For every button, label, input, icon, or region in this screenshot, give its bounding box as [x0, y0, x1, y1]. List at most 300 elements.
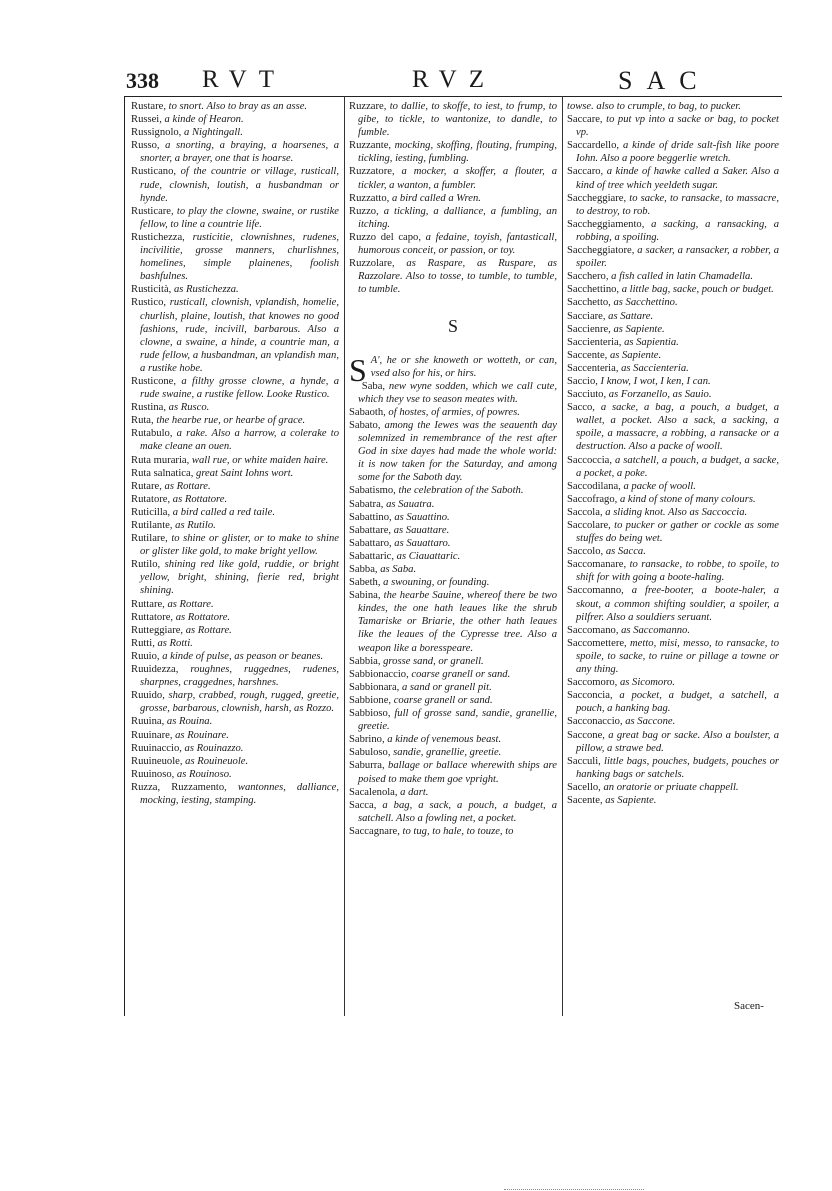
entry-definition: as Sauattare.: [391, 524, 450, 536]
entry-definition: as Sapientia.: [621, 336, 679, 348]
column-divider-2: [562, 96, 563, 1016]
dictionary-entry: [567, 545, 779, 558]
entry-definition: as Ciauattaric.: [394, 550, 461, 562]
entry-definition: towse. also to crumple, to bag, to pucker.: [567, 101, 741, 112]
entry-headword: Saccolo,: [567, 546, 604, 558]
dictionary-entry: [349, 498, 557, 511]
entry-definition: as Rouina.: [164, 716, 213, 728]
dictionary-entry: [567, 323, 779, 336]
entry-definition: to put vp into a sacke or bag, to pocket vp.: [576, 114, 779, 139]
entry-headword: Ruuio,: [131, 650, 160, 662]
entry-definition: the hearbe rue, or hearbe of grace.: [153, 415, 306, 427]
entry-headword: Rutti,: [131, 637, 155, 649]
entry-headword: Ruttare,: [131, 598, 165, 610]
entry-headword: Sabato,: [349, 419, 381, 431]
dictionary-entry: [349, 694, 557, 707]
dictionary-entry: [349, 419, 557, 484]
entry-definition: a sacker, a ransacker, a robber, a spoiler.: [576, 245, 779, 270]
dictionary-entry: [131, 401, 339, 414]
entry-definition: a tickling, a dalliance, a fumbling, an itching.: [358, 205, 557, 230]
dictionary-entry: [567, 624, 779, 637]
entry-definition: a little bag, sacke, pouch or budget.: [619, 284, 774, 296]
dropcap-definition: A', he or she knoweth or wotteth, or can, vsed also for his, or hirs.: [370, 354, 557, 379]
entry-definition: a bird called a Wren.: [389, 192, 481, 204]
entry-headword: Rutteggiare,: [131, 624, 184, 636]
entry-headword: Sabrino,: [349, 734, 385, 746]
column-divider-1: [344, 96, 345, 1016]
dictionary-entry: [567, 689, 779, 715]
entry-headword: Ruuinaccio,: [131, 742, 182, 754]
entry-definition: as Sapiente.: [610, 323, 665, 335]
entry-headword: Sabattino,: [349, 511, 392, 523]
entry-headword: Rusticità,: [131, 284, 172, 296]
dictionary-entry: [567, 113, 779, 139]
entry-definition: among the Iewes was the seauenth day solemnized in remembrance of the rest after God in sixe dayes had made the whole world: it is now taken for the Saturday, and among some for the Saboth day.: [358, 419, 557, 484]
entry-definition: as Sapiente.: [607, 349, 662, 361]
entry-headword: Ruzza, Ruzzamento,: [131, 781, 227, 793]
entry-definition: as Rusco.: [166, 402, 210, 414]
dictionary-entry: [349, 576, 557, 589]
column-2-entries-before: [349, 100, 557, 296]
entry-headword: Sacello,: [567, 781, 601, 793]
dictionary-entry: [131, 205, 339, 231]
dictionary-entry: [567, 310, 779, 323]
entry-headword: Ruzzo,: [349, 205, 379, 217]
entry-definition: to snort. Also to bray as an asse.: [166, 101, 308, 112]
entry-headword: Saccheggiatore,: [567, 245, 635, 257]
entry-definition: as Sauatra.: [383, 498, 435, 510]
dictionary-entry: [567, 715, 779, 728]
entry-headword: Sabba,: [349, 564, 378, 575]
entry-definition: a sacke, a bag, a pouch, a budget, a wallet, a pocket. Also a sack, a sacking, a spoile, a massacre, a robbing, a ransacke or a destruction. Also a packe of wooll.: [576, 402, 779, 453]
entry-definition: as Sacca.: [603, 546, 646, 558]
dictionary-entry: [131, 100, 339, 113]
entry-definition: as Forzanello, as Sauio.: [606, 389, 712, 401]
entry-definition: a great bag or sacke. Also a boulster, a pillow, a strawe bed.: [576, 729, 779, 754]
entry-headword: Saccomanno,: [567, 585, 624, 597]
entry-definition: a kind of stone of many colours.: [617, 493, 756, 505]
entry-headword: Sacchettino,: [567, 284, 620, 296]
entry-definition: rusticitie, clownishnes, rudenes, incivilitie, grosse manners, churlishnes, homelines, simple plainenes, foolish bashfulnes.: [140, 231, 339, 283]
dictionary-entry: [349, 537, 557, 550]
dictionary-entry: [567, 296, 779, 309]
entry-definition: to ransacke, to robbe, to spoile, to shift for with going a boote-haling.: [576, 559, 779, 584]
dictionary-entry: [349, 231, 557, 257]
entry-headword: Ruzzante,: [349, 140, 392, 152]
dictionary-entry: [349, 786, 557, 799]
entry-definition: a kinde of hawke called a Saker. Also a kind of tree which yeeldeth sugar.: [576, 166, 779, 191]
entry-definition: as Saba.: [377, 564, 417, 575]
dictionary-entry: [131, 126, 339, 139]
entry-headword: Sabbioso,: [349, 708, 391, 720]
dictionary-entry: [349, 759, 557, 785]
entry-headword: Ruttatore,: [131, 611, 174, 623]
entry-definition: a mocker, a skoffer, a flouter, a tickler, a wanton, a fumbler.: [358, 166, 557, 191]
dictionary-entry: [131, 113, 339, 126]
entry-headword: Sabattare,: [349, 524, 392, 536]
entry-headword: Ruta salnatica,: [131, 467, 194, 479]
entry-definition: of the countrie or village, rusticall, rude, clownish, loutish, a husbandman or hynde.: [140, 166, 339, 204]
entry-headword: Ruzzo del capo,: [349, 231, 421, 243]
dictionary-entry: [131, 663, 339, 689]
dictionary-entry: [349, 257, 557, 296]
entry-definition: as Saccienteria.: [618, 362, 689, 374]
dictionary-entry: [567, 558, 779, 584]
entry-headword: Saba,: [361, 380, 386, 392]
dictionary-entry: [349, 655, 557, 668]
entry-headword: Saccare,: [567, 114, 603, 126]
entry-definition: a kinde of pulse, as peason or beanes.: [159, 650, 324, 662]
dictionary-entry: [567, 755, 779, 781]
entry-headword: Rutilante,: [131, 520, 173, 531]
entry-definition: a sand or granell pit.: [399, 681, 492, 693]
entry-headword: Saccente,: [567, 349, 608, 361]
entry-headword: Saccheggiare,: [567, 192, 627, 204]
dictionary-entry: [567, 637, 779, 676]
entry-headword: Sabuloso,: [349, 747, 391, 759]
header-rule: [124, 96, 782, 97]
dictionary-entry: [131, 755, 339, 768]
dictionary-entry: [131, 296, 339, 375]
entry-definition: a Nightingall.: [181, 127, 243, 139]
entry-headword: Ruuineuole,: [131, 755, 183, 767]
entry-headword: Saccone,: [567, 729, 605, 741]
entry-headword: Sacchetto,: [567, 297, 611, 309]
entry-definition: a fish called in latin Chamadella.: [608, 271, 753, 283]
dictionary-entry: [567, 375, 779, 388]
entry-headword: Saccoccia,: [567, 454, 612, 466]
entry-headword: Rutatore,: [131, 493, 171, 505]
entry-definition: full of grosse sand, sandie, granellie, greetie.: [358, 708, 557, 733]
entry-definition: to tug, to hale, to touze, to: [399, 825, 514, 837]
dictionary-entry: [567, 100, 779, 113]
entry-headword: Sabeth,: [349, 577, 381, 589]
dictionary-entry: [349, 100, 557, 139]
entry-headword: Saccienteria,: [567, 336, 622, 348]
entry-definition: I know, I wot, I ken, I can.: [597, 375, 711, 387]
entry-headword: Saccomano,: [567, 624, 619, 636]
entry-headword: Ruzzatto,: [349, 192, 390, 204]
entry-headword: Sabbione,: [349, 694, 392, 706]
entry-definition: as Rouinoso.: [174, 768, 232, 780]
entry-headword: Ruta,: [131, 415, 154, 427]
entry-headword: Rustare,: [131, 101, 167, 112]
entry-headword: Sacalenola,: [349, 786, 398, 798]
dictionary-entry: [567, 218, 779, 244]
entry-definition: as Rottatore.: [173, 611, 231, 623]
entry-headword: Sacconcia,: [567, 690, 613, 702]
dictionary-entry: [131, 558, 339, 597]
entry-definition: a bag, a sack, a pouch, a budget, a satchell. Also a fowling net, a pocket.: [358, 799, 557, 824]
dictionary-entry: [567, 336, 779, 349]
dictionary-entry: [349, 707, 557, 733]
dictionary-entry: [131, 729, 339, 742]
left-frame-rule: [124, 96, 125, 1016]
entry-definition: grosse sand, or granell.: [380, 655, 484, 667]
entry-headword: Ruuina,: [131, 716, 165, 728]
column-1: [131, 100, 339, 807]
entry-definition: to pucker or gather or cockle as some stuffes do being wet.: [576, 520, 779, 545]
dictionary-entry: [349, 681, 557, 694]
entry-definition: the celebration of the Saboth.: [395, 485, 524, 497]
entry-headword: Sacchero,: [567, 271, 609, 283]
entry-definition: as Sauattino.: [391, 511, 450, 523]
dictionary-entry: [349, 380, 557, 406]
entry-headword: Sacca,: [349, 799, 377, 811]
column-2: [349, 100, 557, 838]
dictionary-entry: [349, 205, 557, 231]
entry-definition: as Rutilo.: [172, 520, 216, 531]
running-head-2: RVZ: [412, 66, 496, 93]
entry-definition: roughnes, ruggednes, rudenes, sharpnes, craggednes, harshnes.: [140, 664, 339, 689]
entry-definition: as Saccomanno.: [618, 624, 690, 636]
entry-headword: Sabatismo,: [349, 485, 396, 497]
entry-definition: coarse granell or sand.: [391, 694, 493, 706]
entry-definition: of hostes, of armies, of powres.: [385, 406, 520, 418]
entry-definition: new wyne sodden, which we call cute, which they vse to season meates with.: [358, 380, 557, 405]
entry-headword: Sabaoth,: [349, 406, 386, 418]
dictionary-entry: [131, 781, 339, 807]
entry-headword: Russo,: [131, 140, 160, 152]
entry-definition: as Rottare.: [161, 480, 211, 492]
entry-definition: as Sauattaro.: [391, 537, 451, 549]
entry-definition: as Rottatore.: [170, 493, 228, 505]
entry-definition: a fedaine, toyish, fantasticall, humorous conceit, or passion, or toy.: [358, 231, 557, 257]
entry-definition: a rake. Also a harrow, a colerake to make cleane an ouen.: [140, 428, 339, 453]
bottom-mark: [504, 1189, 644, 1190]
dropcap-letter: S: [349, 351, 367, 388]
dictionary-entry: [349, 484, 557, 497]
dictionary-entry: [567, 401, 779, 453]
entry-definition: a dart.: [397, 786, 429, 798]
entry-headword: Saccienre,: [567, 323, 611, 335]
dictionary-entry: [567, 349, 779, 362]
entry-definition: a filthy grosse clowne, a hynde, a rude swaine, a rustike fellow. Looke Rustico.: [140, 375, 339, 401]
entry-definition: as Rouinare.: [172, 729, 229, 741]
dictionary-entry: [131, 427, 339, 453]
entry-definition: to dallie, to skoffe, to iest, to frump, to gibe, to tickle, to wantonize, to dandle, to fumble.: [358, 101, 557, 139]
entry-definition: a bird called a red taile.: [170, 506, 275, 518]
entry-definition: as Rottare.: [183, 624, 232, 636]
entry-headword: Saccenteria,: [567, 362, 619, 374]
entry-definition: ballage or ballace wherewith ships are poised to make them goe vpright.: [358, 760, 557, 785]
entry-headword: Rusticano,: [131, 166, 177, 178]
entry-headword: Sabbia,: [349, 655, 381, 667]
entry-definition: as Rottare.: [164, 598, 214, 610]
entry-headword: Rutabulo,: [131, 428, 173, 440]
entry-headword: Ruzzare,: [349, 101, 387, 112]
entry-definition: rusticall, clownish, vplandish, homelie, churlish, plaine, loutish, that knowes no good fashions, rude, incivill, barbarous. Also a clowne, a swaine, a hinde, a countrie man, a rude fellow, a husbandman, an vplandish man, a rustike hobe.: [140, 297, 339, 374]
entry-headword: Sabattaro,: [349, 537, 392, 549]
dictionary-entry: [567, 676, 779, 689]
entry-definition: mocking, skoffing, flouting, frumping, tickling, iesting, fumbling.: [358, 140, 557, 165]
entry-definition: as Rouinazzo.: [181, 742, 244, 754]
dictionary-entry: [567, 192, 779, 218]
entry-headword: Sacente,: [567, 794, 603, 806]
entry-headword: Sabbionara,: [349, 681, 400, 693]
entry-headword: Saccardello,: [567, 140, 620, 152]
entry-headword: Saccagnare,: [349, 825, 400, 837]
entry-definition: a snorting, a braying, a hoarsenes, a snorter, a brayer, one that is hoarse.: [140, 140, 339, 165]
entry-headword: Saccaro,: [567, 166, 604, 178]
entry-definition: an oratorie or priuate chappell.: [600, 781, 739, 793]
dictionary-entry: [567, 729, 779, 755]
dictionary-entry: [131, 139, 339, 165]
dictionary-entry: [567, 283, 779, 296]
entry-headword: Saccheggiamento,: [567, 218, 645, 230]
entry-headword: Saccomettere,: [567, 637, 627, 649]
entry-definition: the hearbe Sauine, whereof there be two kindes, the one hath leaues like the shrub Tamariske or Briarie, the other hath leaues like the leaues of the Cypresse tree. Also a weapon like a boresspeare.: [358, 590, 557, 654]
entry-headword: Sabatra,: [349, 498, 384, 510]
entry-definition: to sacke, to ransacke, to massacre, to destroy, to rob.: [576, 192, 779, 217]
entry-headword: Ruuido,: [131, 690, 165, 702]
entry-definition: a pocket, a budget, a satchell, a pouch, a hanking bag.: [576, 690, 779, 715]
dictionary-entry: [567, 139, 779, 165]
dictionary-entry: [567, 480, 779, 493]
dictionary-entry: [131, 467, 339, 480]
page-number: 338: [126, 68, 159, 93]
dictionary-entry: [131, 611, 339, 624]
entry-headword: Sacculi,: [567, 755, 601, 767]
section-letter: S: [447, 316, 458, 337]
entry-definition: sandie, granellie, greetie.: [390, 747, 502, 759]
entry-headword: Rustichezza,: [131, 231, 185, 243]
entry-headword: Sabattaric,: [349, 550, 395, 562]
entry-headword: Sacciuto,: [567, 389, 607, 401]
entry-definition: as Rouineuole.: [182, 755, 249, 767]
dictionary-entry: [131, 375, 339, 401]
dictionary-entry: [567, 388, 779, 401]
entry-headword: Sacciare,: [567, 310, 606, 322]
entry-headword: Rutilare,: [131, 533, 168, 545]
dictionary-entry: [131, 742, 339, 755]
dictionary-entry: [349, 524, 557, 537]
entry-definition: shining red like gold, ruddie, or bright yellow, bright, shining, fierie red, bright shining.: [140, 559, 339, 597]
dictionary-entry: [131, 715, 339, 728]
entry-definition: a kinde of dride salt-fish like poore Iohn. Also a poore beggerlie wretch.: [576, 140, 779, 165]
dictionary-entry: [131, 493, 339, 506]
dictionary-entry: [131, 454, 339, 467]
entry-headword: Rusticare,: [131, 205, 174, 217]
entry-definition: to shine or glister, or to make to shine or glister like gold, to make bright yellow.: [140, 533, 339, 558]
dictionary-entry: [349, 192, 557, 205]
entry-headword: Saccomoro,: [567, 677, 618, 689]
entry-headword: Ruuidezza,: [131, 664, 179, 676]
entry-definition: a free-booter, a boote-haler, a skout, a common shifting souldier, a spoiler, a pilfrer. Also a souldiers seruant.: [576, 585, 779, 623]
dictionary-entry: [349, 746, 557, 759]
dictionary-entry: [349, 550, 557, 563]
entry-headword: Saccola,: [567, 506, 603, 518]
dictionary-entry: [131, 506, 339, 519]
dictionary-entry: [349, 733, 557, 746]
dictionary-entry: [131, 650, 339, 663]
catchword: Sacen-: [734, 1000, 764, 1012]
dictionary-entry: [131, 519, 339, 532]
dictionary-entry: [131, 768, 339, 781]
entry-headword: Rusticone,: [131, 375, 177, 387]
dictionary-entry: [567, 781, 779, 794]
dictionary-entry: [349, 406, 557, 419]
dictionary-entry: [131, 689, 339, 715]
entry-definition: wantonnes, dalliance, mocking, iesting, stamping.: [140, 781, 339, 806]
dictionary-entry: [131, 414, 339, 427]
entry-definition: as Sicomoro.: [617, 677, 675, 689]
dictionary-entry: [131, 480, 339, 493]
entry-definition: as Rustichezza.: [171, 284, 239, 296]
dictionary-entry: [567, 270, 779, 283]
entry-headword: Rustina,: [131, 402, 167, 414]
dictionary-entry: [567, 454, 779, 480]
dictionary-entry: [349, 165, 557, 191]
dictionary-entry: [131, 231, 339, 283]
running-head-1: RVT: [202, 66, 286, 93]
dictionary-entry: [349, 825, 557, 838]
entry-headword: Ruzzolare,: [349, 258, 395, 270]
entry-headword: Saccodilana,: [567, 480, 621, 492]
dictionary-entry: [349, 139, 557, 165]
dictionary-entry: [131, 624, 339, 637]
entry-definition: a kinde of venemous beast.: [384, 734, 502, 746]
entry-definition: a kinde of Hearon.: [161, 114, 244, 126]
entry-headword: Ruticilla,: [131, 506, 171, 518]
entry-definition: metto, misi, messo, to ransacke, to spoile, to sacke, to ruine or pillage a towne or any thing.: [576, 637, 779, 676]
dictionary-entry: [349, 589, 557, 654]
entry-definition: coarse granell or sand.: [408, 668, 511, 680]
entry-definition: as Saccone.: [622, 716, 676, 728]
entry-definition: little bags, pouches, budgets, pouches or hanking bags or satchels.: [576, 755, 779, 780]
entry-definition: a sliding knot. Also as Saccoccia.: [602, 506, 748, 518]
entry-headword: Saccolare,: [567, 520, 611, 531]
entry-definition: sharp, crabbed, rough, rugged, greetie, grosse, barbarous, clownish, harsh, as Rozzo.: [140, 690, 339, 715]
dictionary-entry: [131, 637, 339, 650]
dictionary-entry: [567, 506, 779, 519]
entry-definition: as Sacchettino.: [610, 297, 678, 309]
entry-definition: as Raspare, as Ruspare, as Razzolare. Also to tosse, to tumble, to tumble, to tumble.: [358, 258, 557, 296]
entry-headword: Saburra,: [349, 760, 385, 772]
dictionary-entry: [131, 165, 339, 204]
dictionary-entry: [567, 584, 779, 623]
entry-headword: Saccio,: [567, 375, 598, 387]
entry-headword: Russei,: [131, 114, 162, 126]
dictionary-entry: [349, 511, 557, 524]
entry-definition: to play the clowne, swaine, or rustike fellow, to line a countrie life.: [140, 205, 339, 230]
entry-headword: Sacconaccio,: [567, 716, 623, 728]
entry-headword: Ruuinoso,: [131, 768, 175, 780]
entry-headword: Rustico,: [131, 297, 167, 309]
dictionary-entry: [131, 598, 339, 611]
entry-definition: as Rotti.: [154, 637, 193, 649]
column-3: [567, 100, 779, 807]
entry-headword: Sabbionaccio,: [349, 668, 409, 680]
dictionary-entry: [131, 532, 339, 558]
entry-headword: Ruzzatore,: [349, 166, 395, 178]
dictionary-entry: [567, 362, 779, 375]
entry-headword: Ruta muraria,: [131, 454, 190, 466]
dictionary-entry: [349, 563, 557, 576]
entry-headword: Rutare,: [131, 480, 162, 492]
dictionary-entry: [567, 165, 779, 191]
entry-headword: Saccomanare,: [567, 559, 627, 571]
dictionary-entry: [349, 668, 557, 681]
dictionary-entry: [567, 794, 779, 807]
entry-definition: great Saint Iohns wort.: [193, 467, 294, 479]
entry-definition: as Sapiente.: [602, 794, 657, 806]
dictionary-entry: [349, 799, 557, 825]
dictionary-entry: [567, 519, 779, 545]
entry-definition: a sacking, a ransacking, a robbing, a spoiling.: [576, 218, 779, 243]
entry-definition: a satchell, a pouch, a budget, a sacke, a pocket, a poke.: [576, 454, 779, 479]
page-header: [124, 66, 782, 96]
